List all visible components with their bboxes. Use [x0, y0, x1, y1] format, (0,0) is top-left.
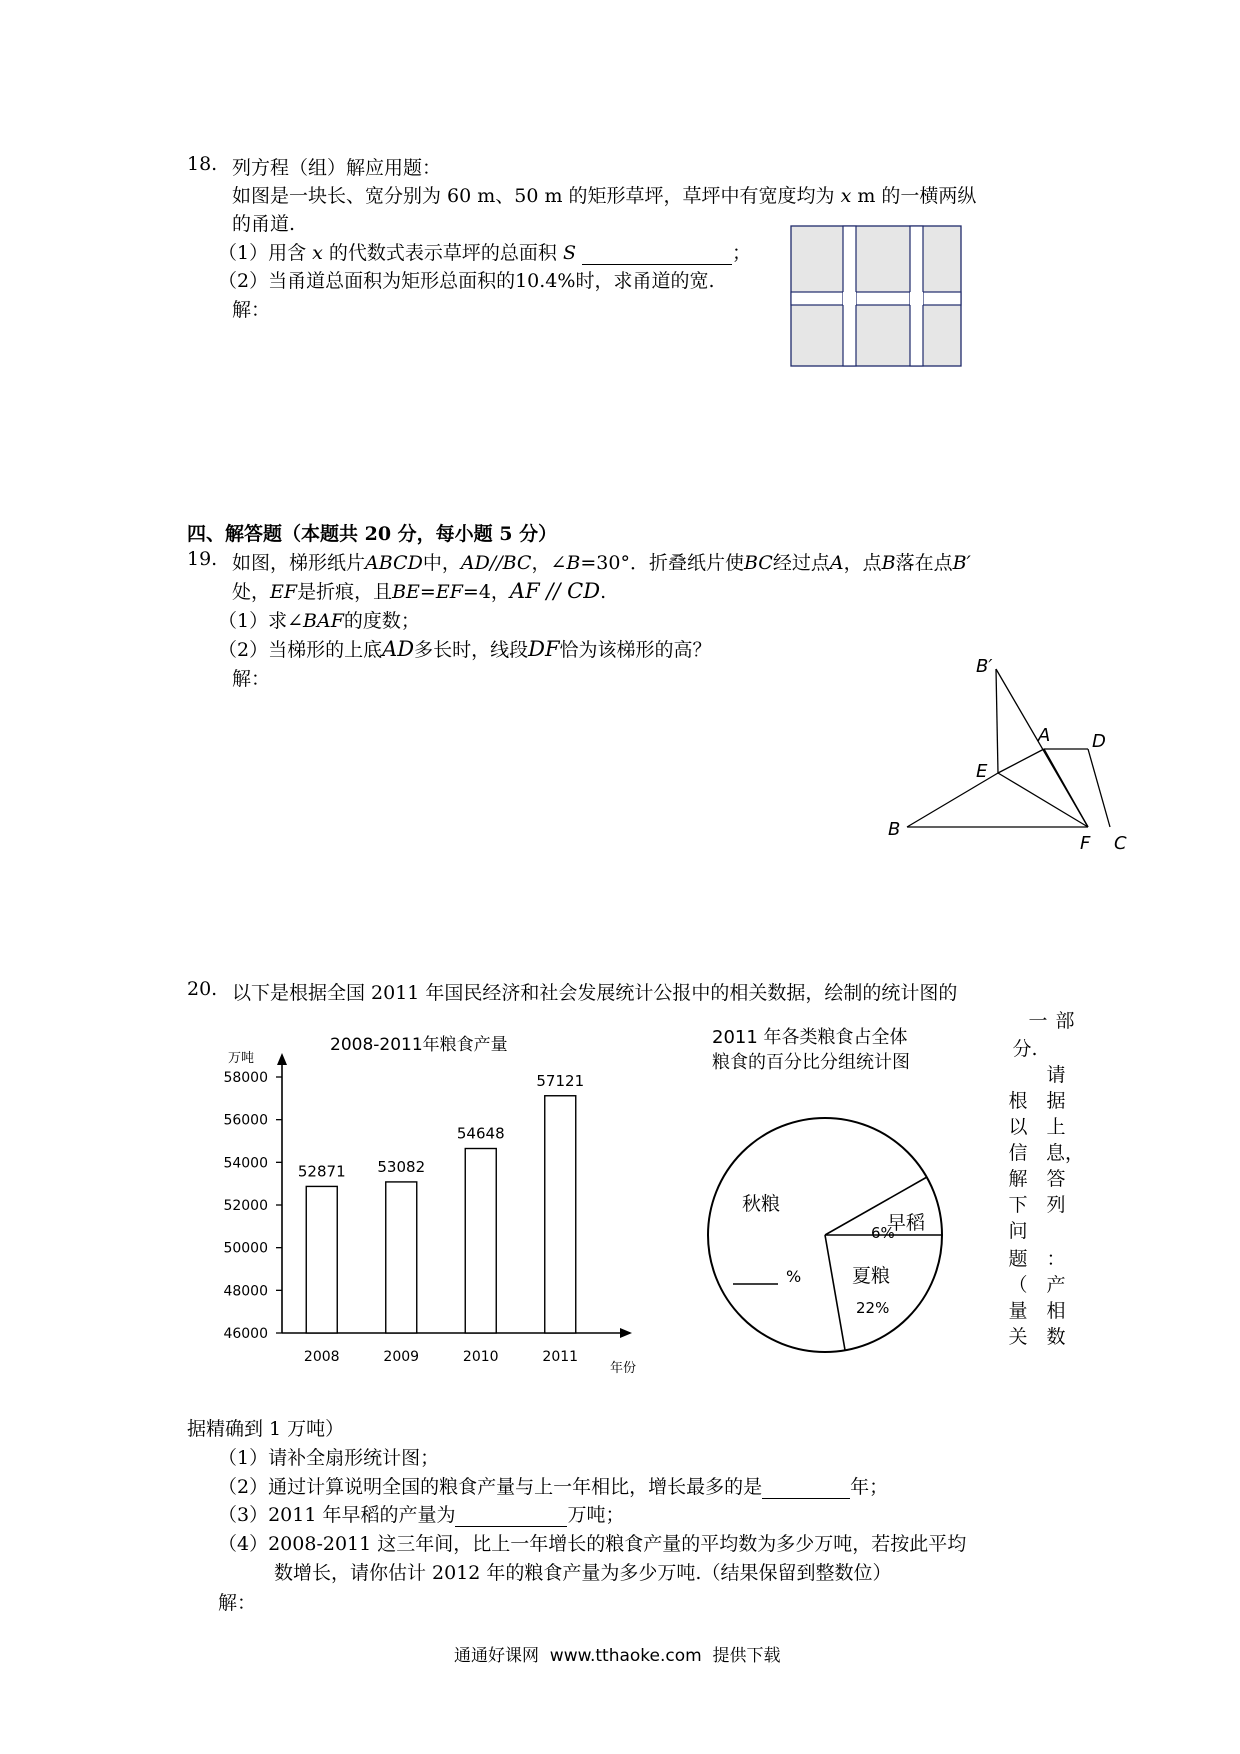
bar-chart-ylabel: 万吨	[228, 1051, 255, 1066]
q20-side-char: 一	[1028, 1010, 1048, 1032]
q18-number: 18.	[187, 153, 218, 175]
label-B: B	[888, 819, 901, 840]
q19-text: 经过点	[772, 552, 830, 574]
q20-side-char: 部	[1055, 1010, 1075, 1032]
q19-AF-CD: AF // CD	[509, 579, 601, 603]
q18-desc-line1	[232, 181, 976, 208]
label-C: C	[1114, 833, 1127, 854]
q19-number: 19.	[187, 548, 218, 570]
pie-slice-label-qiuliang: 秋粮	[742, 1193, 781, 1215]
q18-desc-text-end: m 的一横两纵	[857, 185, 977, 207]
bar-chart-y-tick-label: 56000	[223, 1112, 268, 1129]
q19-part2	[218, 635, 712, 662]
segment-EBprime	[996, 669, 998, 773]
q19-B2: B	[881, 552, 896, 574]
q19-jie: 解：	[232, 668, 271, 690]
q18-lawn-figure	[790, 225, 962, 367]
q20-part2-end: 年；	[850, 1476, 889, 1498]
bar-chart-y-tick-label: 50000	[223, 1240, 268, 1257]
q19-text: 是折痕，且	[297, 581, 393, 603]
segment-EF	[998, 773, 1088, 827]
label-A: A	[1038, 725, 1051, 746]
q19-line2	[232, 577, 606, 604]
q20-side-char: 上	[1046, 1116, 1066, 1138]
bar-chart-bar	[465, 1149, 496, 1333]
q20-side-char: 请	[1046, 1064, 1066, 1086]
q20-part2	[218, 1472, 888, 1499]
bar-chart-bar	[306, 1186, 337, 1333]
pie-divider-3	[825, 1235, 845, 1350]
q18-jie: 解：	[232, 299, 271, 321]
q20-part3-answer-blank[interactable]	[455, 1506, 567, 1527]
q19-BC: BC	[743, 552, 773, 574]
q20-side-char: 数	[1046, 1326, 1066, 1348]
q19-B-prime: B′	[952, 552, 971, 574]
q19-line1	[232, 548, 971, 575]
q20-side-char: 下	[1008, 1194, 1028, 1216]
q19-EF: EF	[270, 581, 298, 603]
q20-side-char: 息，	[1046, 1142, 1085, 1164]
pie-chart	[700, 1110, 950, 1360]
q19-part2-DF: DF	[528, 637, 560, 661]
bar-chart-xlabel: 年份	[610, 1361, 637, 1376]
q20-side-char: 据	[1046, 1090, 1066, 1112]
q20-side-char: 解	[1008, 1168, 1028, 1190]
q18-part1-var: x	[312, 242, 323, 264]
q20-part3	[218, 1500, 625, 1527]
bar-chart-bar	[386, 1182, 417, 1333]
q20-part3-end: 万吨；	[567, 1504, 625, 1526]
bar-chart-y-tick-label: 46000	[223, 1326, 268, 1342]
label-D: D	[1092, 731, 1106, 752]
q19-part1-text: （1）求∠	[218, 610, 304, 632]
q20-side-char: 答	[1046, 1168, 1066, 1190]
q19-text: 落在点	[895, 552, 953, 574]
pie-slice-label-xialiang: 夏粮	[852, 1265, 891, 1287]
q19-ABCD: ABCD	[365, 552, 423, 574]
q19-part2-AD: AD	[382, 637, 415, 661]
q19-text: ，点	[843, 552, 882, 574]
q19-AD-BC: AD//BC	[460, 552, 532, 574]
q19-part1-BAF: BAF	[303, 610, 344, 632]
q18-desc-var: x	[840, 185, 852, 207]
q20-part1: （1）请补全扇形统计图；	[218, 1447, 440, 1469]
bar-chart-data-label: 52871	[297, 1162, 346, 1181]
q19-part2-text: （2）当梯形的上底	[218, 639, 383, 661]
bar-chart-x-arrow	[620, 1328, 632, 1338]
q20-side-char: 问	[1008, 1220, 1028, 1242]
q19-BE-EF: BE=EF	[392, 581, 463, 603]
label-F: F	[1080, 833, 1091, 854]
q19-text: =4，	[462, 581, 510, 603]
q19-text: 中，	[422, 552, 461, 574]
q18-part1	[218, 238, 751, 265]
q19-A: A	[829, 552, 844, 574]
segment-EA	[998, 749, 1044, 773]
q19-trapezoid-figure	[880, 655, 1140, 855]
segment-BprimeF	[996, 669, 1088, 827]
q19-text: =30°．折叠纸片使	[580, 552, 744, 574]
q20-side-char: 以	[1008, 1116, 1028, 1138]
bar-chart	[210, 1020, 670, 1380]
q18-part1-mid: 的代数式表示草坪的总面积	[328, 242, 557, 264]
section4-heading: 四、解答题（本题共 20 分，每小题 5 分）	[187, 523, 558, 545]
q20-jie: 解：	[218, 1592, 257, 1614]
q20-side-char: 题	[1008, 1248, 1028, 1270]
bar-chart-data-label: 53082	[377, 1157, 426, 1176]
segment-DC	[1088, 749, 1110, 827]
bar-chart-y-tick-label: 54000	[223, 1155, 268, 1172]
q20-part2-text: （2）通过计算说明全国的粮食产量与上一年相比，增长最多的是	[218, 1476, 763, 1498]
bar-chart-data-label: 54648	[456, 1124, 505, 1143]
bar-chart-data-label: 57121	[536, 1071, 585, 1090]
q19-part1	[218, 606, 420, 633]
q18-heading: 列方程（组）解应用题：	[232, 157, 442, 179]
bar-chart-y-arrow	[277, 1053, 287, 1065]
q20-side-char: ：	[1046, 1248, 1066, 1270]
pie-slice-label-zaodao: 早稻	[887, 1212, 926, 1234]
q20-side-char: （	[1008, 1274, 1028, 1296]
q19-part2-text: 多长时，线段	[414, 639, 529, 661]
q20-side-char: 相	[1046, 1300, 1066, 1322]
q20-part3-text: （3）2011 年早稻的产量为	[218, 1504, 456, 1526]
bar-chart-x-tick-label: 2010	[462, 1349, 499, 1365]
bar-chart-bar	[545, 1096, 576, 1333]
bar-chart-y-tick-label: 58000	[223, 1070, 268, 1086]
bar-chart-x-tick-label: 2011	[542, 1349, 579, 1365]
q20-number: 20.	[187, 978, 218, 1000]
q20-side-char: 根	[1008, 1090, 1028, 1112]
bar-chart-y-tick-label: 48000	[223, 1283, 268, 1300]
bar-chart-x-tick-label: 2008	[303, 1349, 340, 1365]
pie-chart-title-l2: 粮食的百分比分组统计图	[712, 1052, 910, 1073]
q20-side-char: 量	[1008, 1300, 1028, 1322]
q20-side-char: 产	[1046, 1274, 1066, 1296]
pie-slice-value-xialiang: 22%	[856, 1299, 890, 1317]
bar-chart-title: 2008-2011年粮食产量	[330, 1035, 508, 1055]
q20-part4-line2: 数增长，请你估计 2012 年的粮食产量为多少万吨.（结果保留到整数位）	[274, 1562, 892, 1584]
bar-chart-y-tick-label: 52000	[223, 1198, 268, 1214]
q18-part1-prefix: （1）用含	[218, 242, 307, 264]
q20-side-char: 关	[1008, 1326, 1028, 1348]
pie-slice-value-zaodao: 6%	[871, 1224, 895, 1242]
q18-part1-S: S	[562, 242, 576, 264]
q18-part1-answer-blank[interactable]	[582, 244, 732, 265]
q19-B: B	[566, 552, 581, 574]
label-E: E	[976, 761, 988, 782]
bar-chart-x-tick-label: 2009	[383, 1349, 420, 1365]
q19-part2-text: 恰为该梯形的高？	[559, 639, 712, 661]
q18-part2: （2）当甬道总面积为矩形总面积的10.4%时，求甬道的宽.	[218, 270, 715, 292]
pie-chart-title-l1: 2011 年各类粮食占全体	[712, 1027, 908, 1048]
q20-side-char: 信	[1008, 1142, 1028, 1164]
q20-part2-answer-blank[interactable]	[762, 1478, 850, 1499]
q20-part4-line1: （4）2008-2011 这三年间，比上一年增长的粮食产量的平均数为多少万吨，若按此平均	[218, 1533, 967, 1555]
q20-side-char: 分.	[1012, 1038, 1038, 1060]
q19-text: 如图，梯形纸片	[232, 552, 366, 574]
q18-desc-text: 如图是一块长、宽分别为 60 m、50 m 的矩形草坪，草坪中有宽度均为	[232, 185, 835, 207]
q20-line1: 以下是根据全国 2011 年国民经济和社会发展统计公报中的相关数据，绘制的统计图的	[232, 982, 958, 1004]
q18-part1-end: ；	[732, 242, 752, 264]
q18-desc-line2: 的甬道.	[232, 213, 296, 235]
q19-text: 处，	[232, 581, 271, 603]
label-Bprime: B′	[976, 656, 993, 677]
q19-text: ，∠	[531, 552, 567, 574]
q20-side-char: 列	[1046, 1194, 1066, 1216]
q19-text: .	[600, 581, 607, 603]
q19-part1-text: 的度数；	[343, 610, 420, 632]
pie-slice-value-qiuliang: %	[786, 1267, 802, 1286]
page-footer: 通通好课网 www.tthaoke.com 提供下载	[454, 1646, 781, 1666]
q20-after: 据精确到 1 万吨）	[187, 1418, 345, 1440]
